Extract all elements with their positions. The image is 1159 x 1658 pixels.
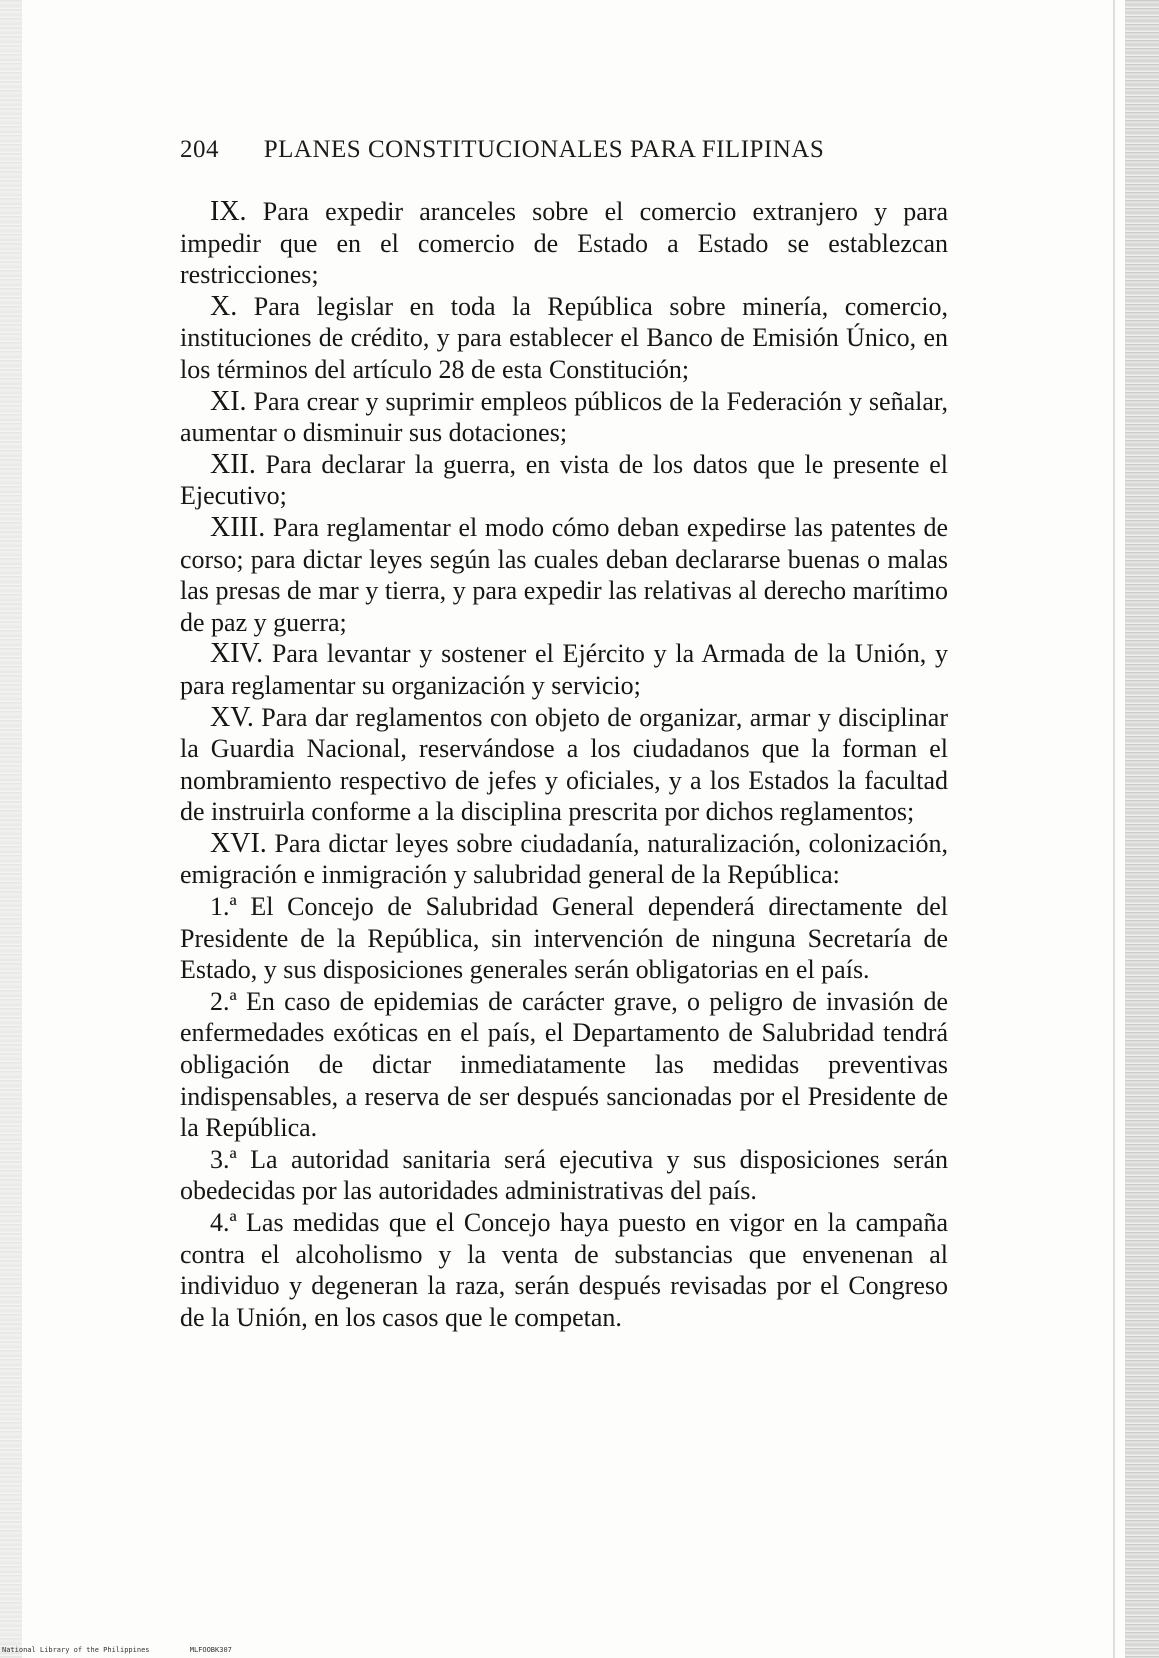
paragraph-number: XVI. [210,827,267,859]
paragraph-number: XIII. [210,511,266,543]
paragraph-text: Para declarar la guerra, en vista de los datos que le presente el Ejecutivo; [180,449,948,511]
paragraph-xi [180,386,948,449]
paragraph-text: Para levantar y sostener el Ejército y la Armada de la Unión, y para reglamentar su organización y servicio; [180,639,948,700]
paragraph-text: La autoridad sanitaria será ejecutiva y sus disposiciones serán obedecidas por las autoridades administrativas del país. [180,1144,948,1206]
page-number: 204 [180,136,219,163]
paragraph-number: X. [210,290,238,322]
paragraph-1a [180,891,948,986]
paragraph-text: Para legislar en toda la República sobre minería, comercio, instituciones de crédito, y para establecer el Banco de Emisión Único, en los términos del artículo 28 de esta Constitución; [180,291,948,384]
paragraph-number: 4.ª [210,1208,237,1237]
page-header [180,136,900,164]
paragraph-number: XIV. [210,638,264,670]
paragraph-4a [180,1207,948,1333]
paragraph-x [180,291,948,386]
paragraph-xiv [180,638,948,701]
paragraph-text: Para expedir aranceles sobre el comercio extranjero y para impedir que en el comercio de Estado a Estado se establezcan restricciones; [180,197,948,290]
paragraph-ix [180,196,948,291]
scan-footer [2,1646,268,1654]
paragraph-text: Para reglamentar el modo cómo deban expedirse las patentes de corso; para dictar leyes según las cuales deban declararse buenas o malas las presas de mar y tierra, y para expedir las relativas al derecho marítimo de paz y guerra; [180,512,948,637]
scan-fold-line [1113,0,1115,1658]
footer-id: MLFOOBK307 [189,1646,232,1654]
paragraph-3a [180,1144,948,1207]
paragraph-xii [180,449,948,512]
paragraph-number: 2.ª [210,986,237,1016]
paragraph-xiii [180,512,948,638]
running-title: PLANES CONSTITUCIONALES PARA FILIPINAS [263,136,825,163]
paragraph-text: En caso de epidemias de carácter grave, o peligro de invasión de enfermedades exóticas en el país, el Departamento de Salubridad tendrá obligación de dictar inmediatamente las medidas preventivas indispensables, a reserva de ser después sancionadas por el Presidente de la República. [180,986,948,1143]
paragraph-number: IX. [210,196,247,227]
footer-source: National Library of the Philippines [2,1646,150,1654]
paragraph-number: XII. [210,448,256,480]
paragraph-xvi [180,828,948,891]
paragraph-text: El Concejo de Salubridad General dependerá directamente del Presidente de la República, sin intervención de ninguna Secretaría de Estado, y sus disposiciones generales serán obligatorias en el país. [180,892,948,985]
paragraph-text: Para crear y suprimir empleos públicos de la Federación y señalar, aumentar o disminuir sus dotaciones; [180,386,948,448]
paragraph-text: Para dar reglamentos con objeto de organizar, armar y disciplinar la Guardia Nacional, reservándose a los ciudadanos que la forman el nombramiento respectivo de jefes y oficiales, y a los Estados la facultad de instruirla conforme a la disciplina prescrita por dichos reglamentos; [180,702,948,827]
body-text [180,196,948,1333]
paragraph-number: XV. [210,701,254,733]
paragraph-2a [180,986,948,1144]
paragraph-text: Las medidas que el Concejo haya puesto en vigor en la campaña contra el alcoholismo y la venta de substancias que envenenan al individuo y degeneran la raza, serán después revisadas por el Congreso de la Unión, en los casos que le competan. [180,1208,948,1332]
paragraph-number: 1.ª [210,892,237,922]
paragraph-number: 3.ª [210,1144,237,1174]
scan-edge-right [1125,0,1159,1658]
paragraph-number: XI. [210,385,247,417]
paragraph-xv [180,702,948,828]
scan-edge-left [0,0,22,1658]
paragraph-text: Para dictar leyes sobre ciudadanía, naturalización, colonización, emigración e inmigración y salubridad general de la República: [180,828,948,890]
